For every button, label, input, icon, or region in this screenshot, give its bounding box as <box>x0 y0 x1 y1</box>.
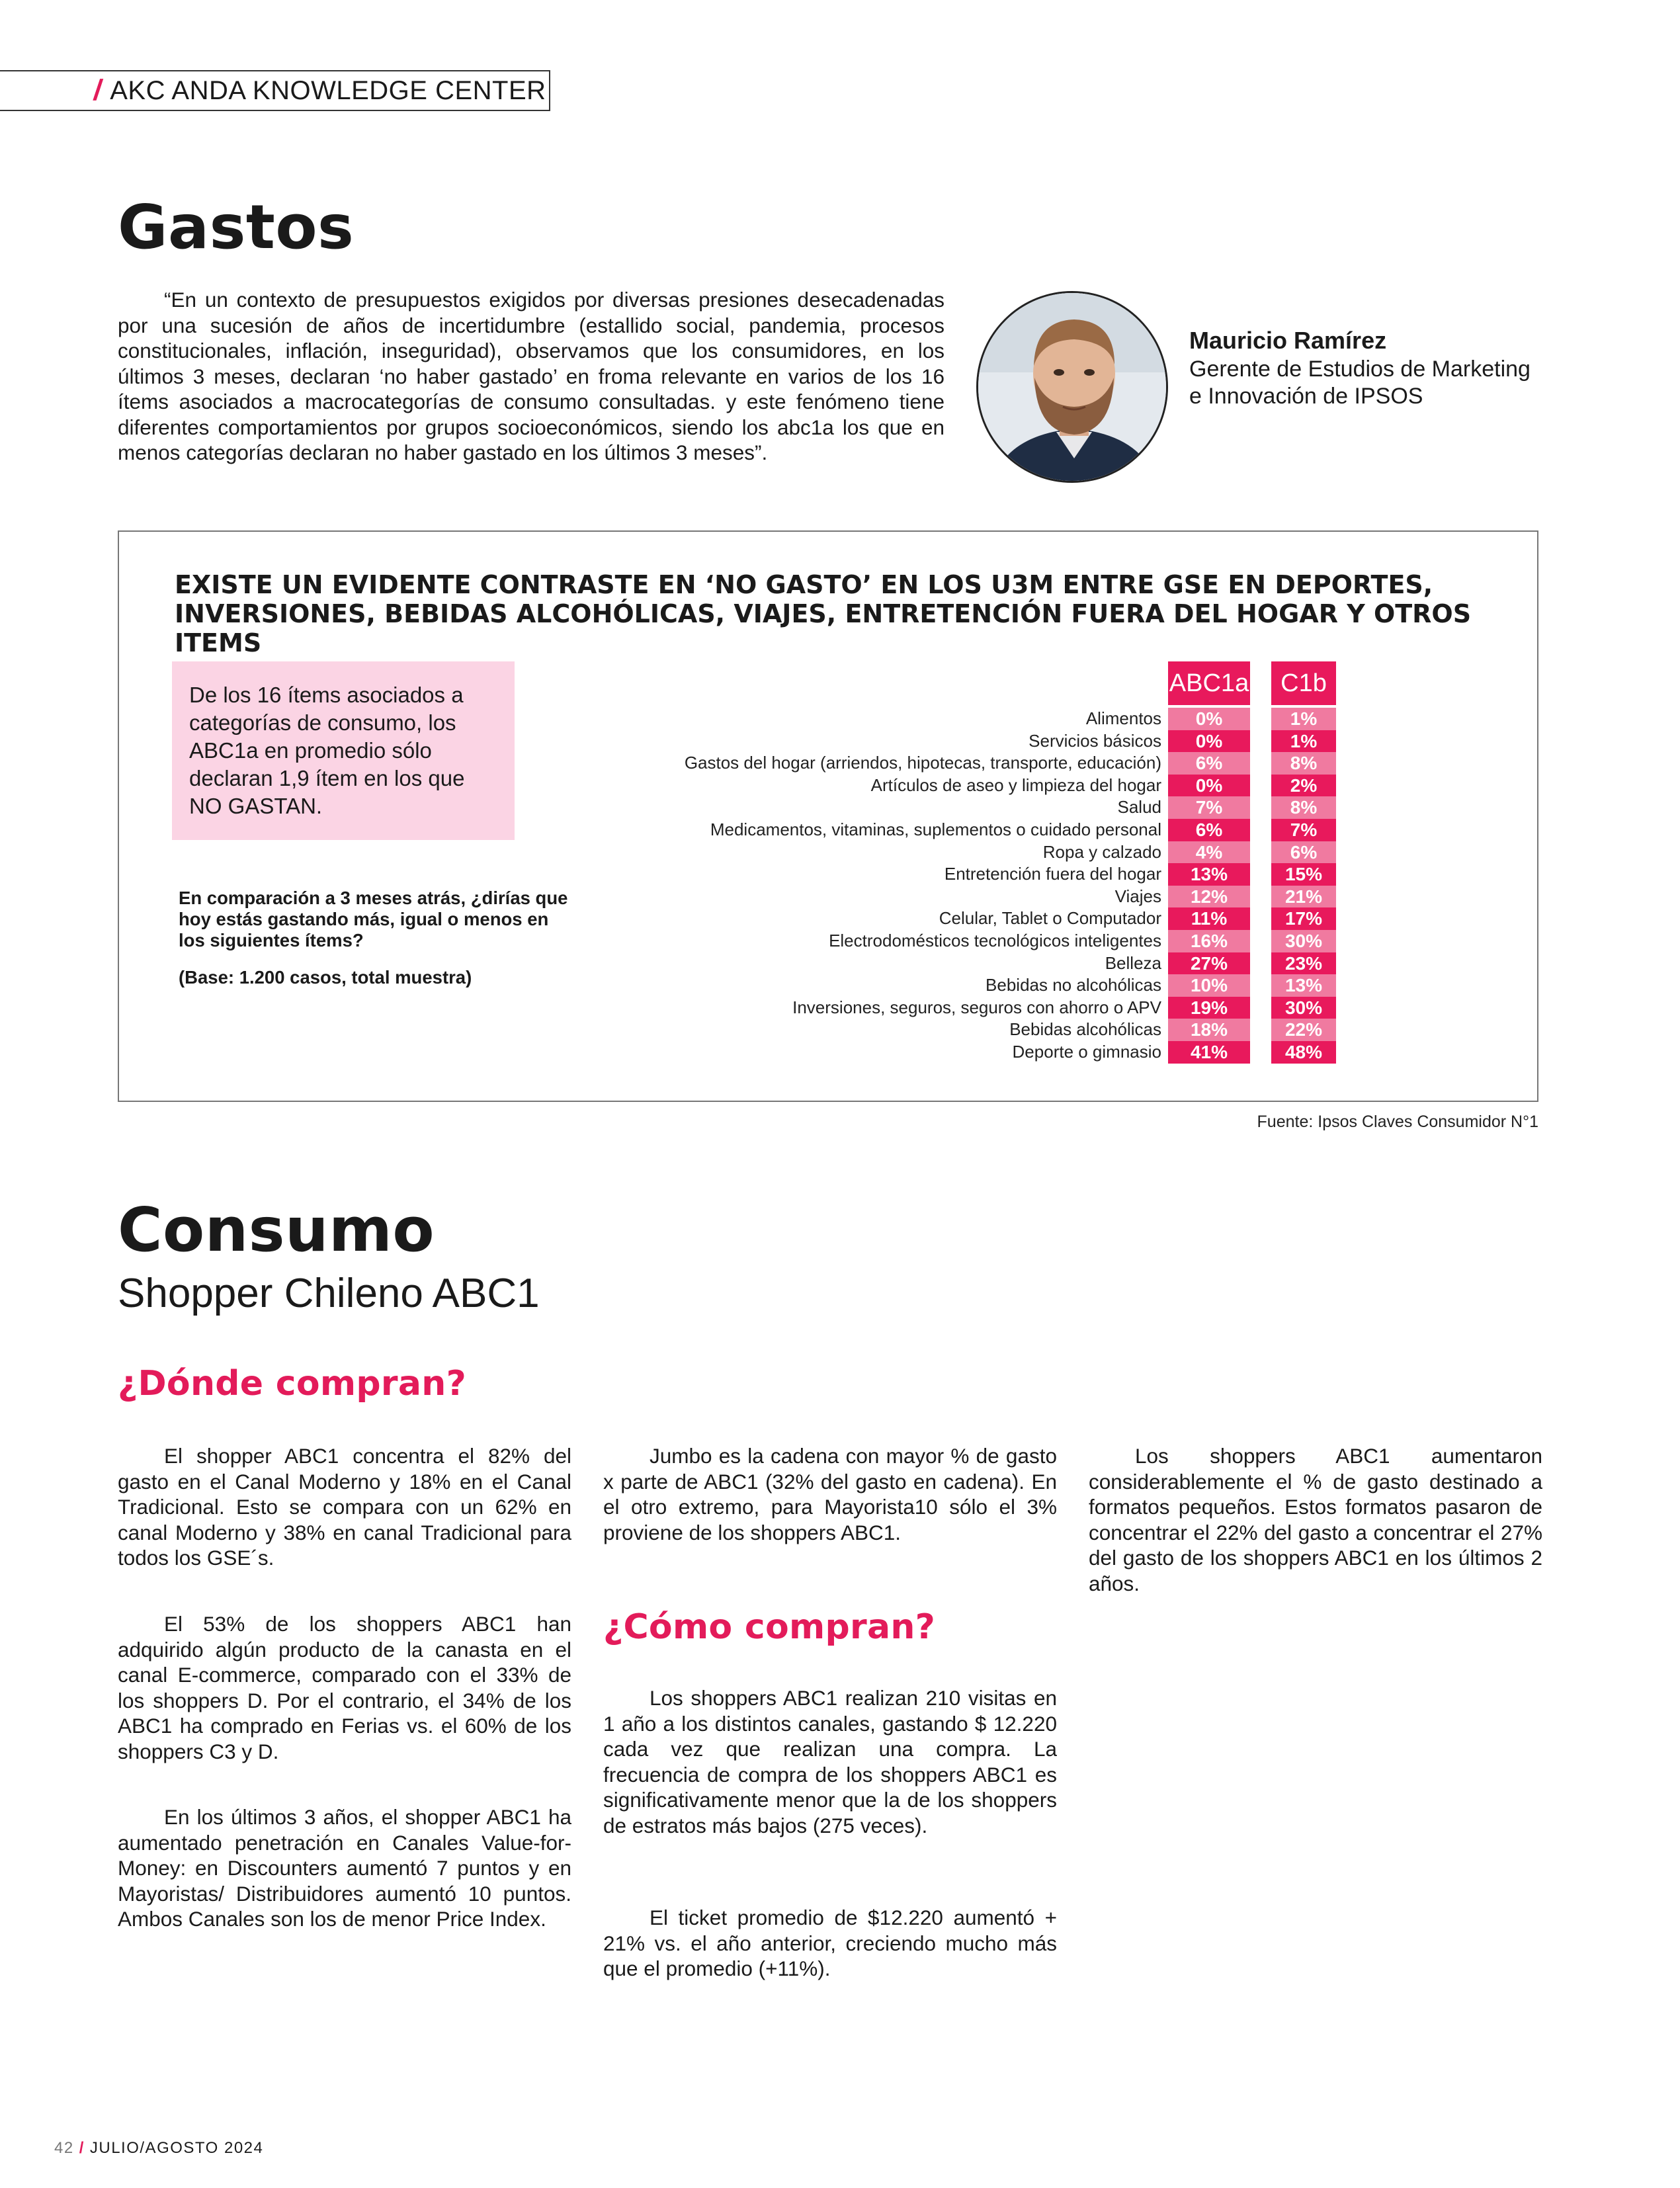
quote-paragraph <box>118 287 945 466</box>
row-label: Gastos del hogar (arriendos, hipotecas, transporte, educación) <box>684 753 1161 773</box>
value-abc1a: 12% <box>1168 886 1250 908</box>
page-footer <box>54 2139 263 2158</box>
survey-base: (Base: 1.200 casos, total muestra) <box>179 967 472 988</box>
table-row <box>463 708 1336 730</box>
value-c1b: 13% <box>1271 974 1336 997</box>
row-label: Artículos de aseo y limpieza del hogar <box>870 775 1161 795</box>
row-label: Salud <box>1117 797 1161 818</box>
table-row <box>463 907 1336 930</box>
paragraph-text: Jumbo es la cadena con mayor % de gasto x parte de ABC1 (32% del gasto en cadena). En el otro extremo, para Mayorista10 sólo el 3% proviene de los shoppers ABC1. <box>603 1444 1057 1544</box>
value-c1b: 23% <box>1271 952 1336 975</box>
issue-date: JULIO/AGOSTO 2024 <box>89 2139 264 2157</box>
value-abc1a: 0% <box>1168 708 1250 730</box>
table-row <box>463 730 1336 753</box>
value-c1b: 8% <box>1271 796 1336 819</box>
table-row <box>463 775 1336 797</box>
table-row <box>463 863 1336 886</box>
survey-question: En comparación a 3 meses atrás, ¿dirías que hoy estás gastando más, igual o menos en los siguientes ítems? <box>179 888 568 950</box>
table-row <box>463 841 1336 864</box>
row-label: Medicamentos, vitaminas, suplementos o cuidado personal <box>710 820 1161 839</box>
row-label: Bebidas alcohólicas <box>1009 1019 1161 1040</box>
row-label: Inversiones, seguros, seguros con ahorro o APV <box>792 997 1161 1017</box>
value-abc1a: 7% <box>1168 796 1250 819</box>
author-name: Mauricio Ramírez <box>1189 327 1387 354</box>
value-abc1a: 0% <box>1168 730 1250 753</box>
tag-slash: / <box>91 74 105 106</box>
body-paragraph <box>603 1905 1057 1982</box>
value-c1b: 30% <box>1271 930 1336 952</box>
body-paragraph <box>118 1443 571 1571</box>
row-label: Belleza <box>1105 952 1161 973</box>
value-abc1a: 4% <box>1168 841 1250 864</box>
table-row <box>463 1019 1336 1041</box>
table-row <box>463 796 1336 819</box>
row-label: Servicios básicos <box>1029 730 1161 751</box>
donde-heading: ¿Dónde compran? <box>118 1364 467 1404</box>
table-row <box>463 930 1336 952</box>
row-label: Deporte o gimnasio <box>1012 1042 1161 1062</box>
consumo-subtitle: Shopper Chileno ABC1 <box>118 1271 540 1316</box>
value-abc1a: 0% <box>1168 775 1250 797</box>
author-photo <box>976 291 1168 483</box>
body-paragraph <box>603 1685 1057 1838</box>
como-heading: ¿Cómo compran? <box>603 1607 936 1647</box>
value-c1b: 22% <box>1271 1019 1336 1041</box>
value-abc1a: 13% <box>1168 863 1250 886</box>
table-row <box>463 886 1336 908</box>
page-number: 42 <box>54 2139 74 2157</box>
value-abc1a: 19% <box>1168 997 1250 1019</box>
value-c1b: 2% <box>1271 775 1336 797</box>
table-row <box>463 1041 1336 1064</box>
row-label: Viajes <box>1114 886 1161 906</box>
value-c1b: 17% <box>1271 907 1336 930</box>
value-c1b: 21% <box>1271 886 1336 908</box>
value-c1b: 8% <box>1271 752 1336 775</box>
column-header-abc1a: ABC1a <box>1168 661 1250 705</box>
value-abc1a: 41% <box>1168 1041 1250 1064</box>
section-tag <box>0 70 550 111</box>
portrait-image <box>978 293 1168 483</box>
value-abc1a: 16% <box>1168 930 1250 952</box>
body-paragraph <box>1089 1443 1542 1596</box>
value-abc1a: 18% <box>1168 1019 1250 1041</box>
author-role: Gerente de Estudios de Marketing e Innovación de IPSOS <box>1189 357 1531 409</box>
value-c1b: 1% <box>1271 708 1336 730</box>
value-c1b: 1% <box>1271 730 1336 753</box>
value-abc1a: 27% <box>1168 952 1250 975</box>
body-paragraph <box>603 1443 1057 1545</box>
chart-source: Fuente: Ipsos Claves Consumidor N°1 <box>1257 1113 1538 1131</box>
paragraph-text: Los shoppers ABC1 realizan 210 visitas en 1 año a los distintos canales, gastando $ 12.220 cada vez que realizan una compra. La frecuencia de compra de los shoppers ABC1 es significativamente menor que la de los shoppers de estratos más bajos (275 veces). <box>603 1686 1057 1837</box>
row-label: Ropa y calzado <box>1042 841 1161 862</box>
gastos-title: Gastos <box>118 192 355 263</box>
value-c1b: 15% <box>1271 863 1336 886</box>
chart-title: EXISTE UN EVIDENTE CONTRASTE EN ‘NO GASTO’ EN LOS U3M ENTRE GSE EN DEPORTES, INVERSIONES, BEBIDAS ALCOHÓLICAS, VIAJES, ENTRETENCIÓN FUERA DEL HOGAR Y OTROS ITEMS <box>175 570 1472 657</box>
value-c1b: 6% <box>1271 841 1336 864</box>
value-abc1a: 11% <box>1168 907 1250 930</box>
column-header-c1b: C1b <box>1271 661 1336 705</box>
quote-text: “En un contexto de presupuestos exigidos por diversas presiones desecadenadas por una sucesión de años de incertidumbre (estallido social, pandemia, procesos constitucionales, inflación, inseguridad), observamos que los consumidores, en los últimos 3 meses, declaran ‘no haber gastado’ en froma relevante en varios de los 16 ítems asociados a macrocategorías de consumo consultadas. y este fenómeno tiene diferentes comportamientos por grupos socioeconómicos, siendo los abc1a los que en menos categorías declaran no haber gastado en los últimos 3 meses”. <box>118 288 945 464</box>
row-label: Bebidas no alcohólicas <box>986 975 1161 995</box>
paragraph-text: Los shoppers ABC1 aumentaron considerablemente el % de gasto destinado a formatos pequeños. Estos formatos pasaron de concentrar el 22% del gasto a concentrar el 27% del gasto de los shoppers ABC1 en los últimos 2 años. <box>1089 1444 1542 1595</box>
value-c1b: 48% <box>1271 1041 1336 1064</box>
value-c1b: 30% <box>1271 997 1336 1019</box>
table-row <box>463 752 1336 775</box>
callout-text: De los 16 ítems asociados a categorías de consumo, los ABC1a en promedio sólo declaran 1,9 ítem en los que NO GASTAN. <box>189 683 465 818</box>
value-abc1a: 6% <box>1168 819 1250 841</box>
paragraph-text: En los últimos 3 años, el shopper ABC1 ha aumentado penetración en Canales Value-for-Money: en Discounters aumentó 7 puntos y en Mayoristas/ Distribuidores aumentó 10 puntos. Ambos Canales son los de menor Price Index. <box>118 1805 571 1931</box>
table-row <box>463 997 1336 1019</box>
table-row <box>463 819 1336 841</box>
row-label: Celular, Tablet o Computador <box>939 908 1161 929</box>
row-label: Electrodomésticos tecnológicos inteligentes <box>829 931 1161 950</box>
table-row <box>463 974 1336 997</box>
paragraph-text: El ticket promedio de $12.220 aumentó + 21% vs. el año anterior, creciendo mucho más que el promedio (+11%). <box>603 1906 1057 1980</box>
row-label: Entretención fuera del hogar <box>944 864 1161 884</box>
body-paragraph <box>118 1804 571 1932</box>
footer-slash: / <box>79 2139 85 2157</box>
body-paragraph <box>118 1611 571 1764</box>
value-abc1a: 6% <box>1168 752 1250 775</box>
row-label: Alimentos <box>1085 708 1161 728</box>
paragraph-text: El 53% de los shoppers ABC1 han adquirido algún producto de la canasta en el canal E-commerce, comparado con el 33% de los shoppers D. Por el contrario, el 34% de los ABC1 ha comprado en Ferias vs. el 60% de los shoppers C3 y D. <box>118 1612 571 1763</box>
tag-label: AKC ANDA KNOWLEDGE CENTER <box>110 75 546 105</box>
value-c1b: 7% <box>1271 819 1336 841</box>
value-abc1a: 10% <box>1168 974 1250 997</box>
consumo-title: Consumo <box>118 1195 435 1265</box>
table-row <box>463 952 1336 975</box>
paragraph-text: El shopper ABC1 concentra el 82% del gasto en el Canal Moderno y 18% en el Canal Tradicional. Esto se compara con un 62% en canal Moderno y 38% en canal Tradicional para todos los GSE´s. <box>118 1444 571 1570</box>
